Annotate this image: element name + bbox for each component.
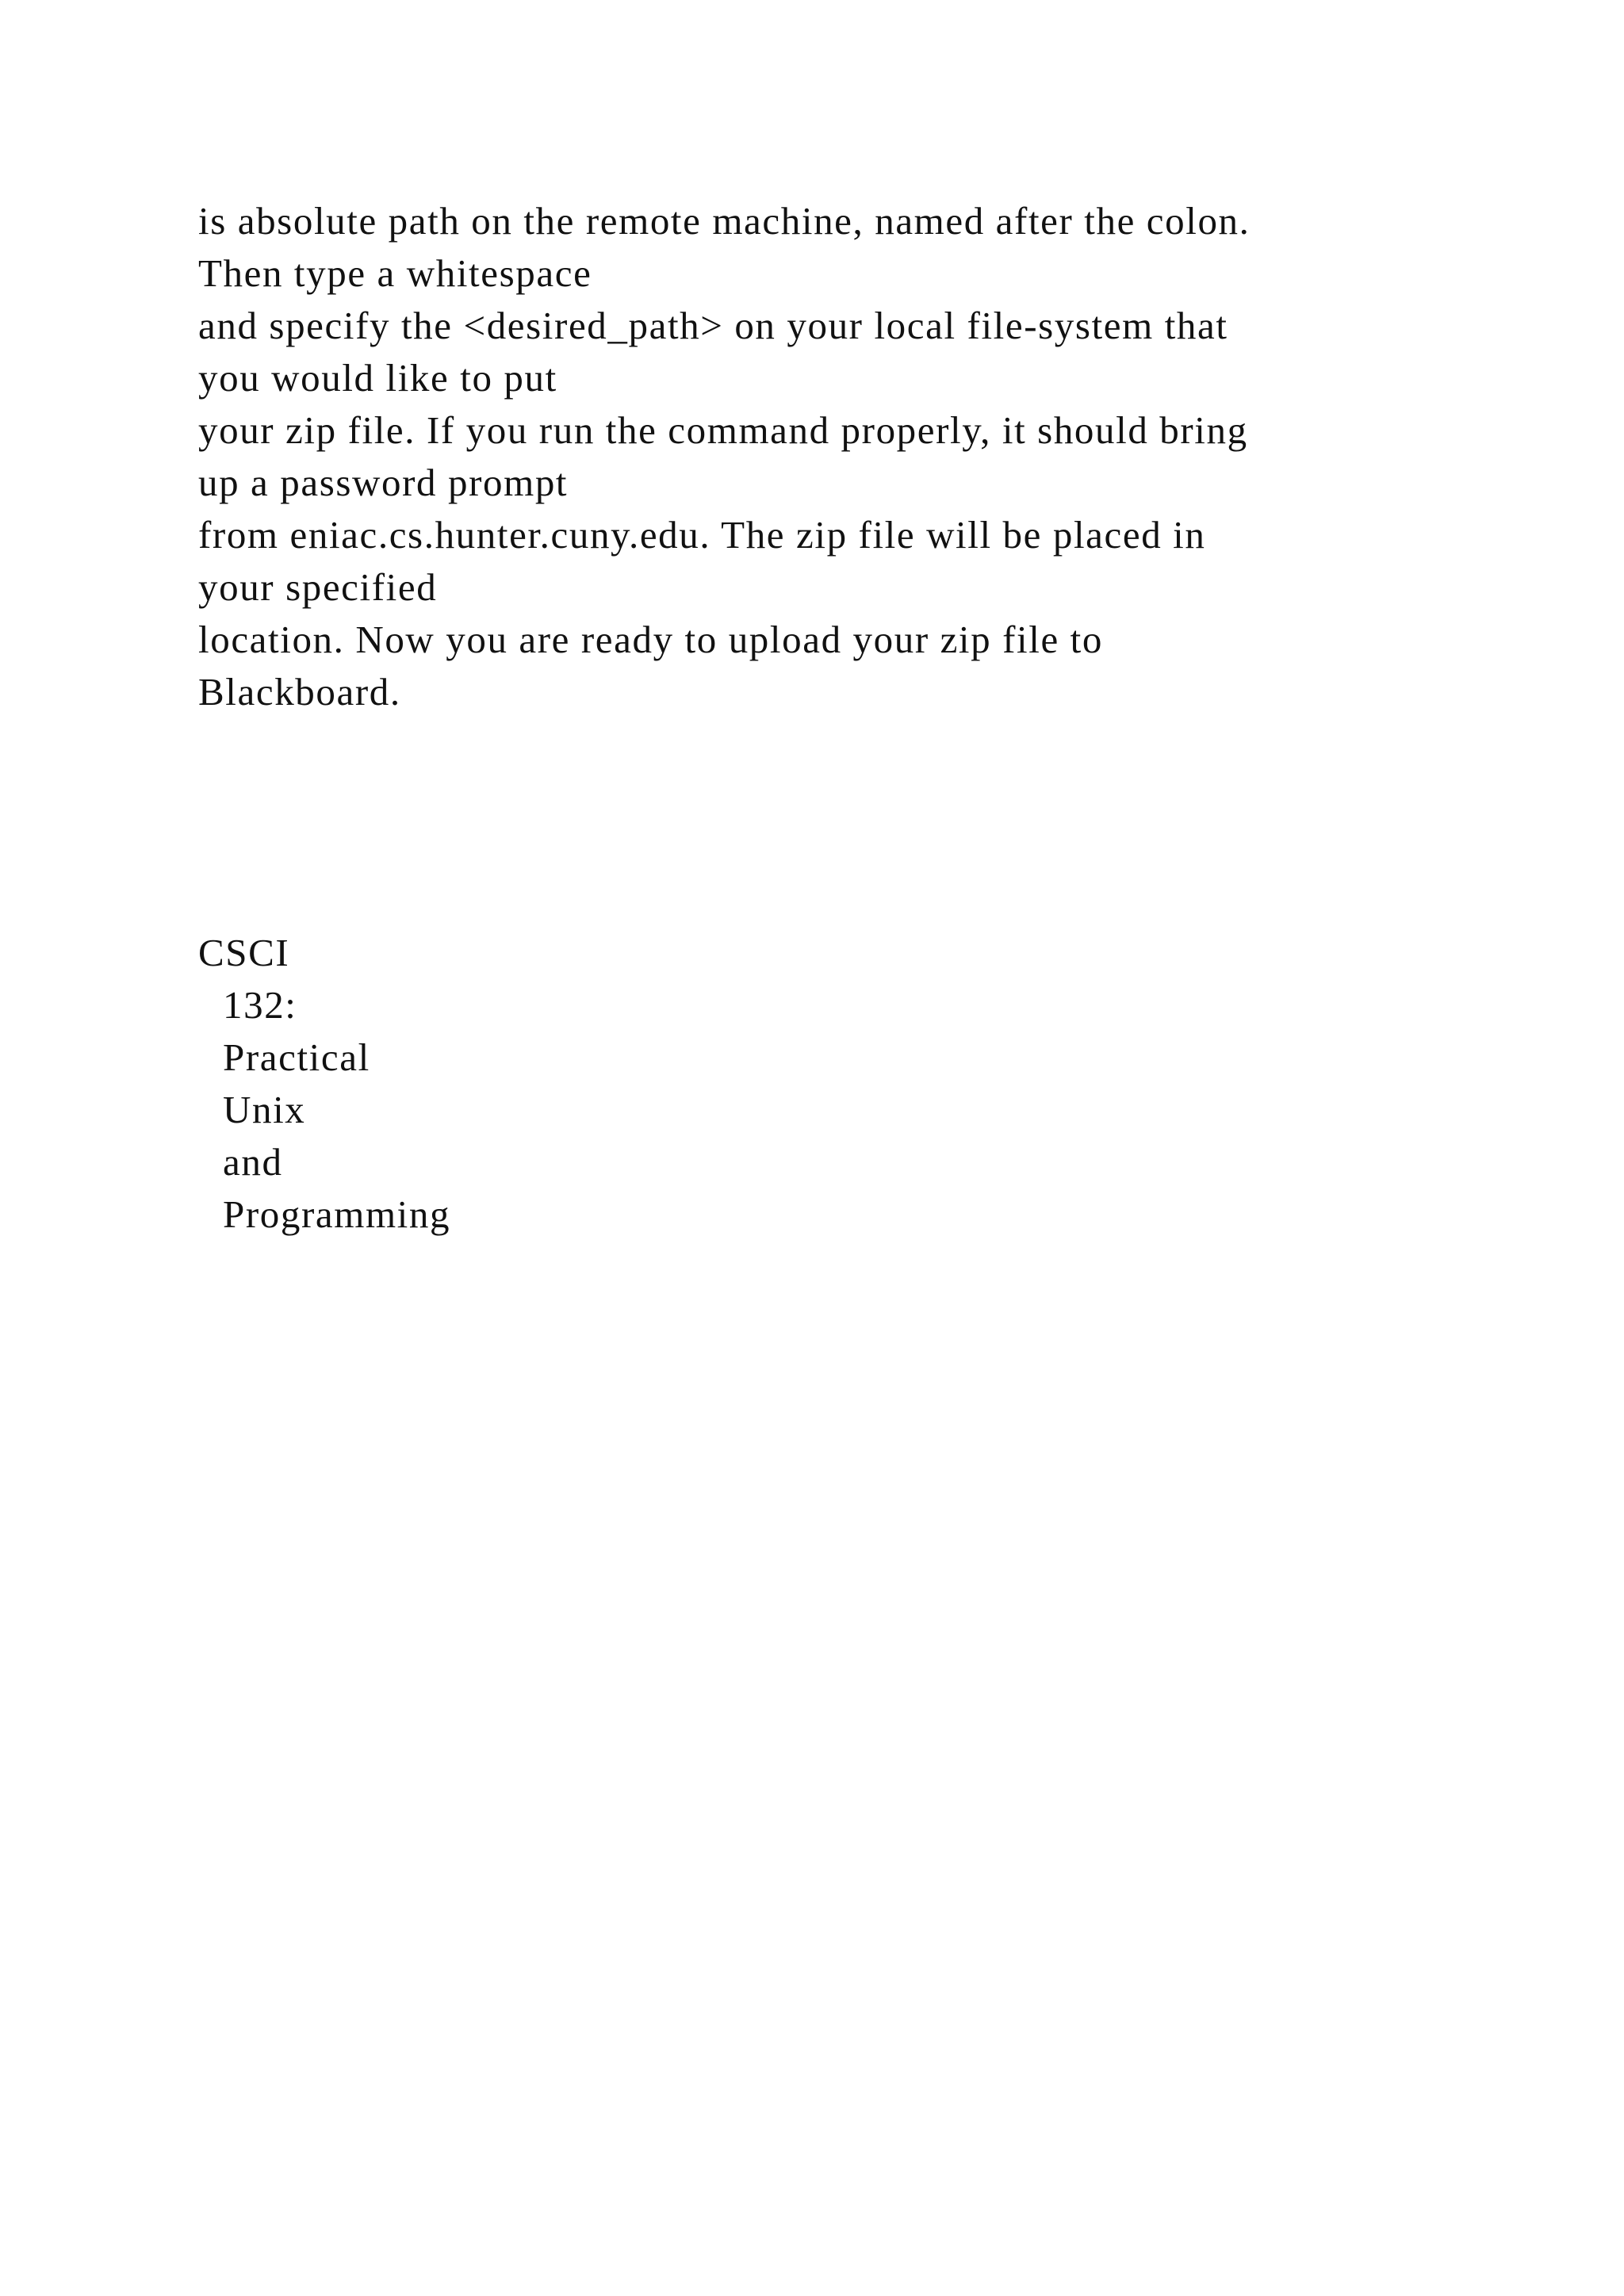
course-title-line: Practical — [223, 1035, 370, 1079]
paragraph-line: your specified — [198, 565, 438, 609]
paragraph-line: from eniac.cs.hunter.cuny.edu. The zip file will be placed in — [198, 513, 1206, 557]
course-title-line: and — [223, 1140, 283, 1184]
paragraph-line: location. Now you are ready to upload your zip file to — [198, 618, 1103, 661]
paragraph-line: and specify the <desired_path> on your local file-system that — [198, 304, 1228, 347]
paragraph-line: your zip file. If you run the command properly, it should bring — [198, 408, 1248, 452]
paragraph-line: Then type a whitespace — [198, 251, 592, 295]
course-title-line: Unix — [223, 1088, 306, 1131]
instruction-paragraph — [198, 195, 1546, 718]
paragraph-line: up a password prompt — [198, 461, 569, 504]
paragraph-line: Blackboard. — [198, 670, 401, 714]
paragraph-line: you would like to put — [198, 356, 557, 400]
course-title-line: CSCI — [198, 931, 290, 974]
course-title-line: Programming — [223, 1192, 451, 1236]
course-title-line: 132: — [223, 983, 297, 1027]
course-title — [198, 927, 450, 1241]
paragraph-line: is absolute path on the remote machine, named after the colon. — [198, 199, 1251, 243]
